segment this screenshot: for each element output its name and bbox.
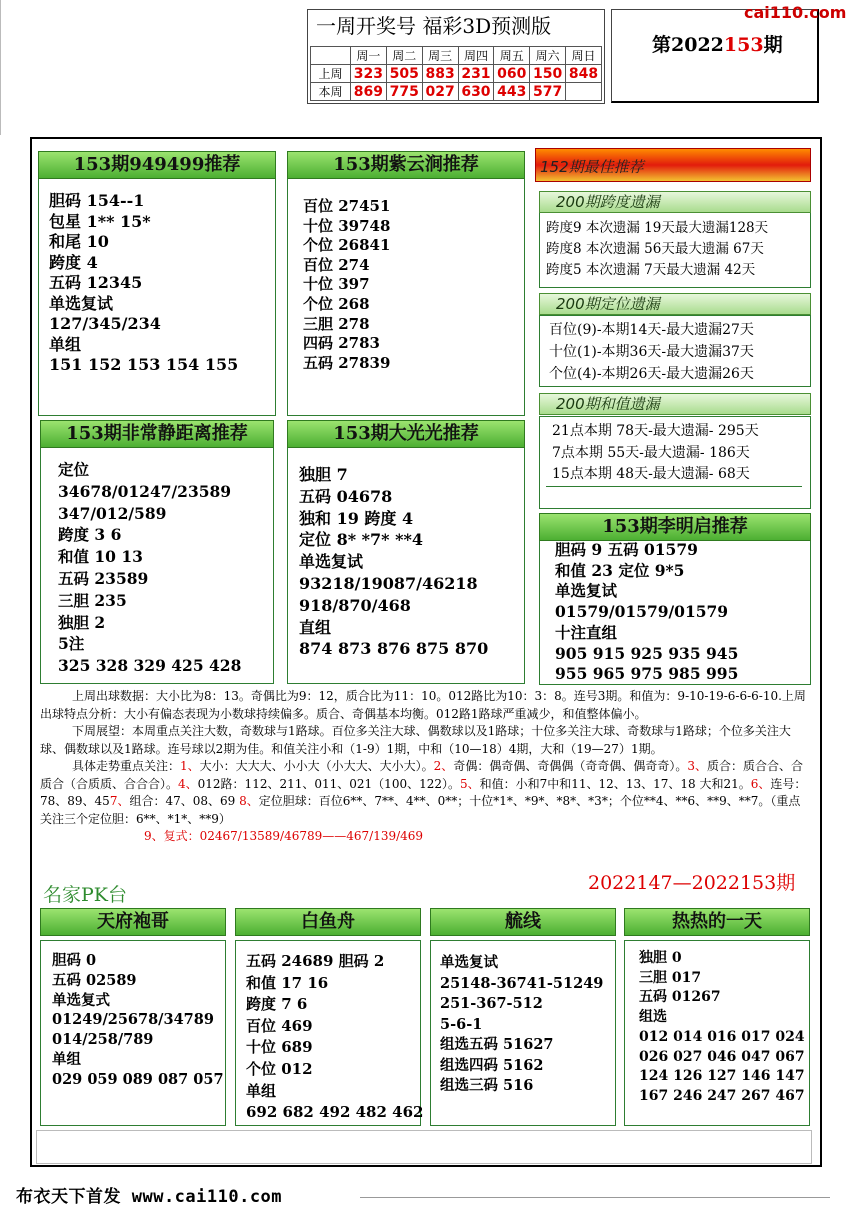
pk-card-baiyuzhou-title: 白鱼舟 xyxy=(235,908,421,936)
card-ziyunjian-body: 百位 27451 十位 39748 个位 26841 百位 274 十位 397 个位 268 三胆 278 四码 2783 五码 27839 xyxy=(303,197,391,372)
draw-number: 577 xyxy=(530,83,566,101)
position-omission-title: 200期定位遗漏 xyxy=(539,293,811,315)
draw-number: 505 xyxy=(386,65,422,83)
weekday-cell: 周一 xyxy=(351,47,387,65)
pk-card-tianfu-title: 天府袍哥 xyxy=(40,908,226,936)
weekday-row xyxy=(311,47,602,65)
pk-issue-range: 2022147—2022153期 xyxy=(588,872,796,894)
this-week-row xyxy=(311,83,602,101)
draw-number: 630 xyxy=(458,83,494,101)
weekday-cell: 周三 xyxy=(422,47,458,65)
weekday-cell: 周日 xyxy=(566,47,602,65)
span-omission-title: 200期跨度遗漏 xyxy=(539,191,811,213)
site-logo: cai110.com xyxy=(744,3,847,22)
pk-card-genxian-body: 单选复试 25148-36741-51249 251-367-512 5-6-1 组选五码 51627 组选四码 5162 组选三码 516 xyxy=(440,954,604,1094)
draw-number: 323 xyxy=(351,65,387,83)
weekday-cell: 周四 xyxy=(458,47,494,65)
issue-number: 第2022153期 xyxy=(652,34,783,56)
draw-number: 775 xyxy=(386,83,422,101)
pk-card-rere-body: 独胆 0 三胆 017 五码 01267 组选 012 014 016 017 024 026 027 046 047 067 124 126 127 146 147 167 246 247 267 467 xyxy=(639,950,805,1104)
card-949499-title: 153期949499推荐 xyxy=(38,151,276,179)
row-label: 本周 xyxy=(311,83,351,101)
draw-number: 027 xyxy=(422,83,458,101)
card-ziyunjian-title: 153期紫云涧推荐 xyxy=(287,151,525,179)
draw-number: 231 xyxy=(458,65,494,83)
issue-number-box xyxy=(611,9,819,103)
sum-omission-body: 21点本期 78天-最大遗漏- 295天 7点本期 55天-最大遗漏- 186天 15点本期 48天-最大遗漏- 68天 xyxy=(552,423,759,482)
card-jingjuli-title: 153期非常静距离推荐 xyxy=(40,420,274,448)
analysis-outlook: 下周展望：本周重点关注大数，奇数球与1路球。百位多关注大球、偶数球以及1路球；十位多关注大球、奇数球与1路球；个位多关注大球、偶数球以及1路球。连号球以2期为佳。和值关注小和（1-9）1期，中和（10—18）4期，大和（19—27）1期。 xyxy=(40,724,791,756)
draw-number: 060 xyxy=(494,65,530,83)
weekday-cell: 周六 xyxy=(530,47,566,65)
row-label: 上周 xyxy=(311,65,351,83)
draw-number: 869 xyxy=(351,83,387,101)
best-recommend-banner: 152期最佳推荐 xyxy=(535,148,811,182)
footer-divider xyxy=(360,1197,830,1198)
pk-card-rere-title: 热热的一天 xyxy=(624,908,810,936)
card-limingqi-body: 胆码 9 五码 01579 和值 23 定位 9*5 单选复试 01579/01579/01579 十注直组 905 915 925 935 945 955 965 975 985 995 xyxy=(555,540,739,684)
card-daguangguang-title: 153期大光光推荐 xyxy=(287,420,525,448)
card-daguangguang-body: 独胆 7 五码 04678 独和 19 跨度 4 定位 8* *7* **4 单选复试 93218/19087/46218 918/870/468 直组 874 873 876 875 870 xyxy=(299,465,489,659)
draw-number: 150 xyxy=(530,65,566,83)
weekday-cell: 周二 xyxy=(386,47,422,65)
pk-card-tianfu-body: 胆码 0 五码 02589 单选复式 01249/25678/34789 014/258/789 单组 029 059 089 087 057 xyxy=(52,952,224,1088)
position-omission-body: 百位(9)-本期14天-最大遗漏27天 十位(1)-本期36天-最大遗漏37天 个位(4)-本期26天-最大遗漏26天 xyxy=(549,322,754,382)
draw-number xyxy=(566,83,602,101)
span-omission-body: 跨度9 本次遗漏 19天最大遗漏128天 跨度8 本次遗漏 56天最大遗漏 67天 跨度5 本次遗漏 7天最大遗漏 42天 xyxy=(546,220,769,278)
draw-number: 883 xyxy=(422,65,458,83)
pk-card-baiyuzhou-body: 五码 24689 胆码 2 和值 17 16 跨度 7 6 百位 469 十位 689 个位 012 单组 692 682 492 482 462 xyxy=(246,952,424,1122)
weekly-draw-table xyxy=(307,9,605,104)
card-limingqi-title: 153期李明启推荐 xyxy=(539,513,811,541)
draw-number: 443 xyxy=(494,83,530,101)
card-jingjuli-body: 定位 34678/01247/23589 347/012/589 跨度 3 6 和值 10 13 五码 23589 三胆 235 独胆 2 5注 325 328 329 425 428 xyxy=(58,460,242,676)
weekday-cell: 周五 xyxy=(494,47,530,65)
pk-section-title: 名家PK台 xyxy=(43,884,127,906)
last-week-row xyxy=(311,65,602,83)
weekly-table-title: 一周开奖号 福彩3D预测版 xyxy=(316,14,552,38)
footer-credit: 布衣天下首发 www.cai110.com xyxy=(16,1187,283,1207)
weekly-grid xyxy=(310,46,602,101)
draw-number: 848 xyxy=(566,65,602,83)
pk-card-genxian-title: 艈线 xyxy=(430,908,616,936)
sum-omission-title: 200期和值遗漏 xyxy=(539,393,811,415)
trend-analysis xyxy=(40,688,812,846)
blank-footer-strip xyxy=(36,1130,812,1164)
analysis-last-week: 上周出球数据：大小比为8：13。奇偶比为9：12，质合比为11：10。012路比为10：3：8。连号3期。和值为：9-10-19-6-6-6-10.上周出球特点分析：大小有偏态表现为小数球持续偏多。质合、奇偶基本均衡。012路1路球严重减少，和值整体偏小。 xyxy=(40,689,806,721)
analysis-duplex: 9、复式：02467/13589/46789——467/139/469 xyxy=(144,829,424,843)
analysis-focus: 具体走势重点关注：1、大小：大大大、小小大（小大大、大小大）。2、奇偶：偶奇偶、奇偶偶（奇奇偶、偶奇奇）。3、质合：质合合、合质合（合质质、合合合）。4、012路：112、211、011、021（100、122）。5、和值：小和7中和11、12、13、17、18 大和21。6、连号：78、89、457、组合：47、08、69 8、定位胆球：百位6**、7**、4**、0**；十位*1*、*9*、*8*、*3*；个位**4、**6、**9、**7。（重点关注三个定位胆：6**、*1*、**9） xyxy=(40,759,807,826)
card-949499-body: 胆码 154--1 包星 1** 15* 和尾 10 跨度 4 五码 12345 单选复试 127/345/234 单组 151 152 153 154 155 xyxy=(49,191,239,374)
